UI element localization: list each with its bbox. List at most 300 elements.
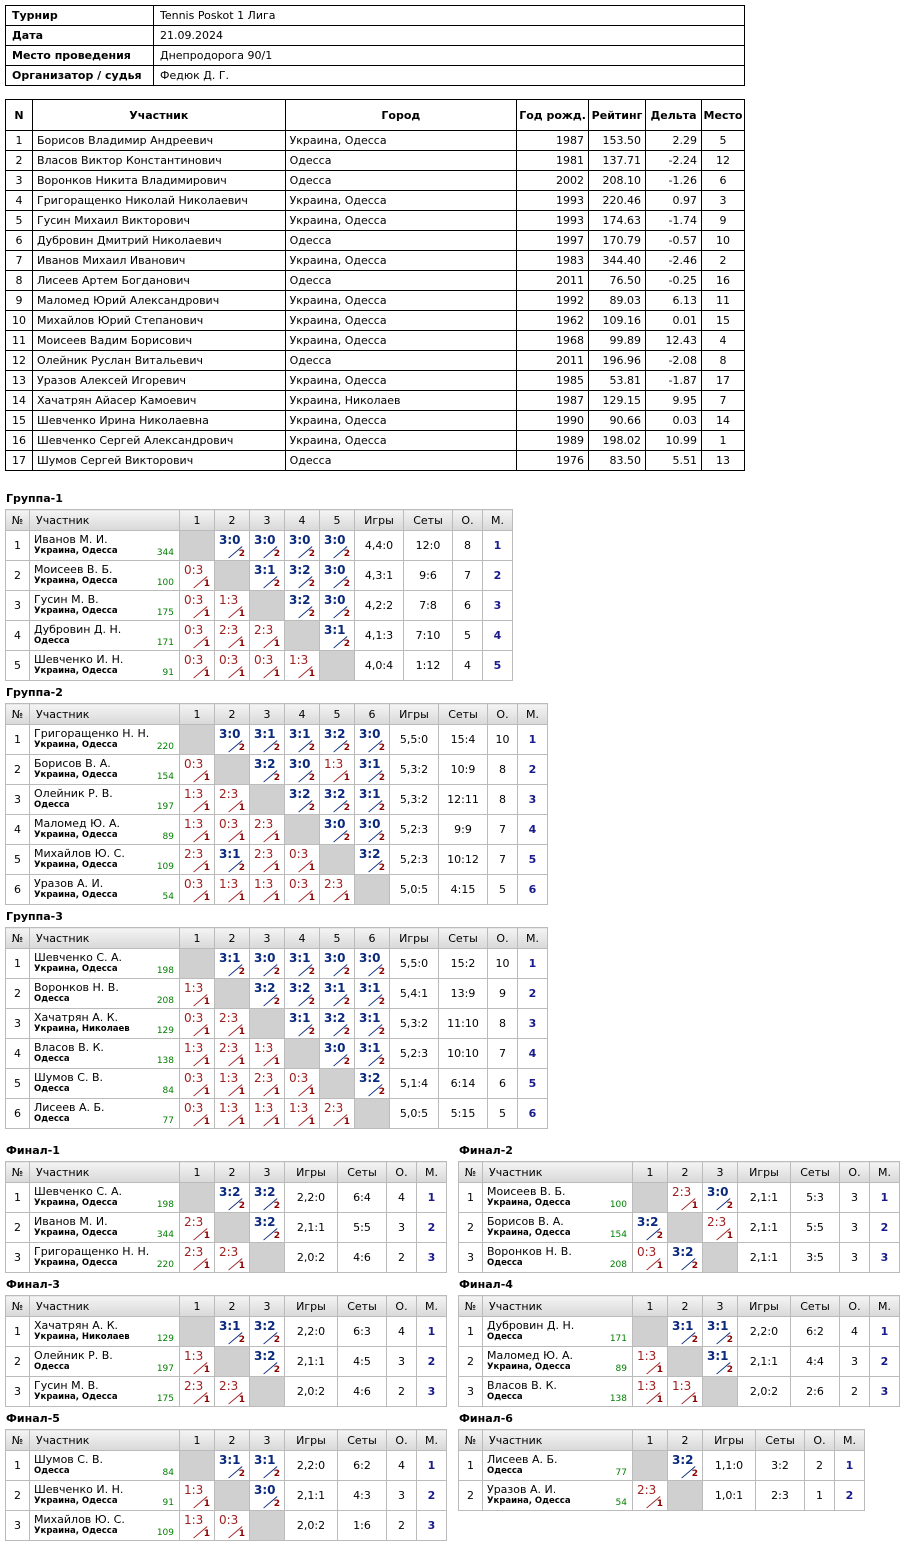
player-sets: 2:6 xyxy=(791,1377,840,1407)
player-num: 3 xyxy=(6,1009,30,1039)
header-opponent-num: 3 xyxy=(250,1162,285,1183)
score-value: 3:0 xyxy=(324,533,346,547)
group-table xyxy=(458,1429,865,1511)
score-points: 1 xyxy=(238,1057,245,1067)
player-cell xyxy=(30,591,180,621)
score-value: 1:3 xyxy=(254,1101,274,1115)
score-value: 3:1 xyxy=(324,623,346,637)
score-value: 1:3 xyxy=(289,653,309,667)
table-cell: 1993 xyxy=(517,211,589,231)
player-place: 3 xyxy=(518,785,548,815)
score-points: 2 xyxy=(343,997,350,1007)
match-score xyxy=(215,1099,250,1129)
score-value: 2:3 xyxy=(324,1101,344,1115)
match-score xyxy=(250,979,285,1009)
player-name: Воронков Н. В. xyxy=(34,981,119,994)
match-score xyxy=(355,979,390,1009)
score-value: 3:2 xyxy=(637,1215,659,1229)
score-value: 3:1 xyxy=(219,1453,241,1467)
player-place: 5 xyxy=(483,651,513,681)
score-points: 1 xyxy=(203,803,210,813)
score-points: 2 xyxy=(378,997,385,1007)
score-points: 2 xyxy=(308,773,315,783)
info-row xyxy=(6,26,745,46)
match-score xyxy=(285,785,320,815)
match-score xyxy=(320,621,355,651)
player-games: 5,4:1 xyxy=(390,979,439,1009)
table-cell: 344.40 xyxy=(589,251,646,271)
group-table xyxy=(5,927,548,1129)
score-points: 2 xyxy=(343,579,350,589)
table-row xyxy=(6,151,745,171)
match-score xyxy=(180,785,215,815)
table-cell: 83.50 xyxy=(589,451,646,471)
score-points: 2 xyxy=(343,833,350,843)
table-cell: 11 xyxy=(6,331,33,351)
player-place: 5 xyxy=(518,1069,548,1099)
match-score xyxy=(633,1213,668,1243)
score-points: 1 xyxy=(203,639,210,649)
player-sets: 15:4 xyxy=(439,725,488,755)
self-cell xyxy=(668,1481,703,1511)
score-value: 3:0 xyxy=(359,817,381,831)
header-opponent-num: 2 xyxy=(215,1296,250,1317)
group-row xyxy=(6,561,513,591)
table-cell: -1.74 xyxy=(646,211,702,231)
match-score xyxy=(215,1039,250,1069)
match-score xyxy=(180,1099,215,1129)
score-points: 1 xyxy=(203,1027,210,1037)
player-rating: 344 xyxy=(156,1230,174,1240)
player-name: Моисеев В. Б. xyxy=(487,1185,566,1198)
player-name: Борисов В. А. xyxy=(34,757,111,770)
table-cell: 9 xyxy=(6,291,33,311)
score-points: 1 xyxy=(238,833,245,843)
score-value: 3:1 xyxy=(254,563,276,577)
header-opponent-num: 6 xyxy=(355,928,390,949)
header-place: М. xyxy=(417,1296,447,1317)
match-score xyxy=(703,1213,738,1243)
player-city: Одесса xyxy=(487,1466,523,1476)
score-points: 1 xyxy=(308,1087,315,1097)
player-num: 1 xyxy=(459,1317,483,1347)
table-cell: Борисов Владимир Андреевич xyxy=(32,131,285,151)
score-value: 1:3 xyxy=(219,877,239,891)
header-num: № xyxy=(6,1430,30,1451)
player-num: 2 xyxy=(6,1347,30,1377)
table-cell: Олейник Руслан Витальевич xyxy=(32,351,285,371)
table-cell: 12 xyxy=(6,351,33,371)
table-cell: -2.24 xyxy=(646,151,702,171)
score-points: 2 xyxy=(308,579,315,589)
player-games: 2,1:1 xyxy=(738,1183,791,1213)
score-value: 3:2 xyxy=(359,1071,381,1085)
match-score xyxy=(633,1481,668,1511)
group-table xyxy=(5,1295,447,1407)
score-points: 1 xyxy=(691,1395,698,1405)
player-name: Олейник Р. В. xyxy=(34,1349,113,1362)
player-points: 6 xyxy=(453,591,483,621)
score-points: 1 xyxy=(203,579,210,589)
player-points: 1 xyxy=(805,1481,835,1511)
player-sets: 1:12 xyxy=(404,651,453,681)
match-score xyxy=(355,1009,390,1039)
score-value: 1:3 xyxy=(184,1041,204,1055)
player-name: Власов В. К. xyxy=(487,1379,557,1392)
player-games: 2,2:0 xyxy=(285,1183,338,1213)
player-points: 3 xyxy=(840,1347,870,1377)
table-cell: 16 xyxy=(701,271,744,291)
player-sets: 4:6 xyxy=(338,1377,387,1407)
match-score xyxy=(250,1039,285,1069)
match-score xyxy=(320,755,355,785)
score-value: 0:3 xyxy=(184,1011,204,1025)
table-cell: 76.50 xyxy=(589,271,646,291)
match-score xyxy=(180,755,215,785)
header-games: Игры xyxy=(285,1162,338,1183)
header-games: Игры xyxy=(738,1162,791,1183)
header-opponent-num: 2 xyxy=(215,704,250,725)
score-value: 1:3 xyxy=(219,1071,239,1085)
match-score xyxy=(250,561,285,591)
player-place: 1 xyxy=(518,949,548,979)
player-rating: 91 xyxy=(162,668,174,678)
table-cell: 1989 xyxy=(517,431,589,451)
player-points: 7 xyxy=(488,815,518,845)
score-points: 2 xyxy=(238,1201,245,1211)
header-opponent-num: 2 xyxy=(215,1162,250,1183)
table-cell: Украина, Одесса xyxy=(285,371,517,391)
player-rating: 208 xyxy=(156,996,174,1006)
player-cell xyxy=(483,1377,633,1407)
player-sets: 12:0 xyxy=(404,531,453,561)
score-value: 0:3 xyxy=(289,847,309,861)
score-points: 1 xyxy=(238,893,245,903)
match-score xyxy=(180,1243,215,1273)
score-points: 2 xyxy=(343,743,350,753)
match-score xyxy=(320,785,355,815)
self-cell xyxy=(215,979,250,1009)
player-sets: 5:15 xyxy=(439,1099,488,1129)
player-sets: 4:6 xyxy=(338,1243,387,1273)
header-opponent-num: 5 xyxy=(320,704,355,725)
player-points: 8 xyxy=(488,785,518,815)
player-rating: 109 xyxy=(156,862,174,872)
self-cell xyxy=(668,1213,703,1243)
score-value: 3:1 xyxy=(219,951,241,965)
player-cell xyxy=(483,1451,633,1481)
player-num: 4 xyxy=(6,1039,30,1069)
score-value: 2:3 xyxy=(254,1071,274,1085)
table-row xyxy=(6,131,745,151)
header-pts: О. xyxy=(387,1162,417,1183)
header-num: № xyxy=(6,928,30,949)
player-place: 4 xyxy=(483,621,513,651)
player-points: 10 xyxy=(488,949,518,979)
table-cell: 12.43 xyxy=(646,331,702,351)
header-opponent-num: 1 xyxy=(180,704,215,725)
player-rating: 175 xyxy=(156,1394,174,1404)
table-cell: 90.66 xyxy=(589,411,646,431)
player-name: Шевченко С. А. xyxy=(34,1185,123,1198)
group-title: Финал-4 xyxy=(459,1278,513,1291)
score-value: 3:1 xyxy=(324,981,346,995)
player-num: 2 xyxy=(6,979,30,1009)
score-value: 1:3 xyxy=(219,593,239,607)
table-cell: 4 xyxy=(6,191,33,211)
player-cell xyxy=(30,815,180,845)
score-value: 0:3 xyxy=(184,563,204,577)
player-place: 2 xyxy=(417,1481,447,1511)
score-value: 0:3 xyxy=(184,623,204,637)
group-row xyxy=(6,591,513,621)
score-value: 3:1 xyxy=(359,757,381,771)
player-points: 3 xyxy=(840,1243,870,1273)
match-score xyxy=(355,755,390,785)
score-value: 1:3 xyxy=(254,1041,274,1055)
score-value: 0:3 xyxy=(219,1513,239,1527)
score-points: 1 xyxy=(343,1117,350,1127)
player-points: 3 xyxy=(387,1481,417,1511)
table-cell: 109.16 xyxy=(589,311,646,331)
match-score xyxy=(285,725,320,755)
score-points: 1 xyxy=(273,1087,280,1097)
score-value: 3:2 xyxy=(672,1453,694,1467)
player-rating: 138 xyxy=(609,1394,627,1404)
group-row xyxy=(6,1317,447,1347)
player-sets: 9:6 xyxy=(404,561,453,591)
player-cell xyxy=(30,1213,180,1243)
player-cell xyxy=(30,1481,180,1511)
match-score xyxy=(180,1377,215,1407)
player-points: 5 xyxy=(488,875,518,905)
score-points: 1 xyxy=(203,1117,210,1127)
table-cell: Украина, Одесса xyxy=(285,251,517,271)
score-points: 2 xyxy=(308,609,315,619)
match-score xyxy=(215,531,250,561)
score-value: 3:0 xyxy=(359,727,381,741)
score-value: 0:3 xyxy=(254,653,274,667)
header-opponent-num: 3 xyxy=(250,704,285,725)
player-name: Дубровин Д. Н. xyxy=(34,623,122,636)
match-score xyxy=(703,1317,738,1347)
score-value: 3:2 xyxy=(254,1215,276,1229)
score-points: 2 xyxy=(273,1201,280,1211)
score-points: 1 xyxy=(238,1117,245,1127)
score-points: 2 xyxy=(273,579,280,589)
self-cell xyxy=(633,1317,668,1347)
player-rating: 175 xyxy=(156,608,174,618)
score-value: 3:0 xyxy=(324,817,346,831)
player-points: 4 xyxy=(387,1183,417,1213)
header-place: М. xyxy=(417,1430,447,1451)
group-row xyxy=(6,621,513,651)
player-points: 8 xyxy=(488,755,518,785)
header-participant: Участник xyxy=(483,1430,633,1451)
score-value: 3:2 xyxy=(289,593,311,607)
header-pts: О. xyxy=(488,928,518,949)
player-cell xyxy=(30,1317,180,1347)
score-value: 3:1 xyxy=(289,951,311,965)
match-score xyxy=(355,1039,390,1069)
player-cell xyxy=(30,725,180,755)
column-header: Город xyxy=(285,100,517,131)
player-place: 4 xyxy=(518,1039,548,1069)
self-cell xyxy=(180,725,215,755)
player-cell xyxy=(30,651,180,681)
player-num: 4 xyxy=(6,621,30,651)
score-value: 1:3 xyxy=(184,1513,204,1527)
score-value: 0:3 xyxy=(184,1101,204,1115)
player-games: 1,0:1 xyxy=(703,1481,756,1511)
player-city: Одесса xyxy=(34,1054,70,1064)
score-points: 2 xyxy=(378,833,385,843)
table-cell: 8 xyxy=(701,351,744,371)
player-num: 1 xyxy=(6,531,30,561)
score-value: 3:0 xyxy=(254,951,276,965)
match-score xyxy=(215,1451,250,1481)
match-score xyxy=(355,949,390,979)
table-cell: 1 xyxy=(701,431,744,451)
player-sets: 6:2 xyxy=(338,1451,387,1481)
player-sets: 3:2 xyxy=(756,1451,805,1481)
player-city: Украина, Одесса xyxy=(34,1392,118,1402)
table-cell: 53.81 xyxy=(589,371,646,391)
player-rating: 89 xyxy=(162,832,174,842)
player-city: Украина, Одесса xyxy=(34,1496,118,1506)
player-games: 5,0:5 xyxy=(390,875,439,905)
player-place: 1 xyxy=(870,1183,900,1213)
player-points: 4 xyxy=(387,1317,417,1347)
match-score xyxy=(355,845,390,875)
match-score xyxy=(180,1213,215,1243)
table-cell: Гусин Михаил Викторович xyxy=(32,211,285,231)
table-cell: 1992 xyxy=(517,291,589,311)
player-sets: 5:5 xyxy=(338,1213,387,1243)
match-score xyxy=(633,1347,668,1377)
player-cell xyxy=(483,1481,633,1511)
table-cell: 198.02 xyxy=(589,431,646,451)
player-num: 2 xyxy=(6,1481,30,1511)
match-score xyxy=(250,1451,285,1481)
score-value: 3:2 xyxy=(324,1011,346,1025)
score-points: 1 xyxy=(238,1261,245,1271)
header-sets: Сеты xyxy=(791,1296,840,1317)
player-sets: 4:5 xyxy=(338,1347,387,1377)
score-points: 2 xyxy=(691,1335,698,1345)
table-cell: 3 xyxy=(6,171,33,191)
score-value: 2:3 xyxy=(219,1379,239,1393)
player-points: 3 xyxy=(387,1213,417,1243)
table-cell: Воронков Никита Владимирович xyxy=(32,171,285,191)
table-cell: 1987 xyxy=(517,131,589,151)
table-cell: Одесса xyxy=(285,271,517,291)
self-cell xyxy=(215,1347,250,1377)
player-place: 2 xyxy=(417,1347,447,1377)
player-sets: 13:9 xyxy=(439,979,488,1009)
player-cell xyxy=(30,755,180,785)
group-title: Группа-1 xyxy=(6,492,63,505)
match-score xyxy=(250,1183,285,1213)
table-cell: 1985 xyxy=(517,371,589,391)
score-points: 1 xyxy=(238,1529,245,1539)
score-points: 2 xyxy=(308,997,315,1007)
player-name: Иванов М. И. xyxy=(34,533,108,546)
player-place: 6 xyxy=(518,1099,548,1129)
player-city: Украина, Одесса xyxy=(487,1496,571,1506)
score-points: 2 xyxy=(343,1027,350,1037)
match-score xyxy=(633,1243,668,1273)
player-sets: 3:5 xyxy=(791,1243,840,1273)
self-cell xyxy=(703,1243,738,1273)
self-cell xyxy=(215,1213,250,1243)
player-name: Шевченко И. Н. xyxy=(34,653,124,666)
table-cell: 1993 xyxy=(517,191,589,211)
score-value: 1:3 xyxy=(184,1483,204,1497)
header-num: № xyxy=(6,704,30,725)
self-cell xyxy=(180,949,215,979)
match-score xyxy=(668,1243,703,1273)
group-row xyxy=(459,1213,900,1243)
player-games: 2,1:1 xyxy=(738,1347,791,1377)
score-points: 1 xyxy=(343,893,350,903)
score-points: 2 xyxy=(308,1027,315,1037)
score-points: 2 xyxy=(273,967,280,977)
score-value: 3:2 xyxy=(324,727,346,741)
header-opponent-num: 3 xyxy=(703,1162,738,1183)
table-cell: 99.89 xyxy=(589,331,646,351)
group-header-row xyxy=(6,1296,447,1317)
score-points: 1 xyxy=(308,669,315,679)
match-score xyxy=(320,1009,355,1039)
score-value: 3:2 xyxy=(254,1349,276,1363)
table-row xyxy=(6,371,745,391)
player-sets: 11:10 xyxy=(439,1009,488,1039)
player-games: 4,3:1 xyxy=(355,561,404,591)
player-games: 1,1:0 xyxy=(703,1451,756,1481)
self-cell xyxy=(285,815,320,845)
table-row xyxy=(6,451,745,471)
match-score xyxy=(285,949,320,979)
player-name: Моисеев В. Б. xyxy=(34,563,113,576)
header-opponent-num: 2 xyxy=(668,1296,703,1317)
header-sets: Сеты xyxy=(756,1430,805,1451)
self-cell xyxy=(180,1451,215,1481)
player-city: Украина, Одесса xyxy=(34,740,118,750)
player-sets: 4:15 xyxy=(439,875,488,905)
player-cell xyxy=(30,1183,180,1213)
group-row xyxy=(6,1451,447,1481)
score-points: 1 xyxy=(203,833,210,843)
player-name: Григоращенко Н. Н. xyxy=(34,727,150,740)
group-header-row xyxy=(459,1296,900,1317)
player-place: 3 xyxy=(870,1377,900,1407)
match-score xyxy=(180,621,215,651)
score-points: 1 xyxy=(203,1087,210,1097)
match-score xyxy=(215,949,250,979)
player-name: Лисеев А. Б. xyxy=(487,1453,558,1466)
score-value: 3:0 xyxy=(324,1041,346,1055)
header-pts: О. xyxy=(387,1430,417,1451)
group-row xyxy=(459,1183,900,1213)
self-cell xyxy=(180,1317,215,1347)
match-score xyxy=(215,1243,250,1273)
group-row xyxy=(6,1243,447,1273)
score-points: 2 xyxy=(273,743,280,753)
header-participant: Участник xyxy=(483,1162,633,1183)
player-num: 3 xyxy=(459,1243,483,1273)
table-cell: 7 xyxy=(6,251,33,271)
